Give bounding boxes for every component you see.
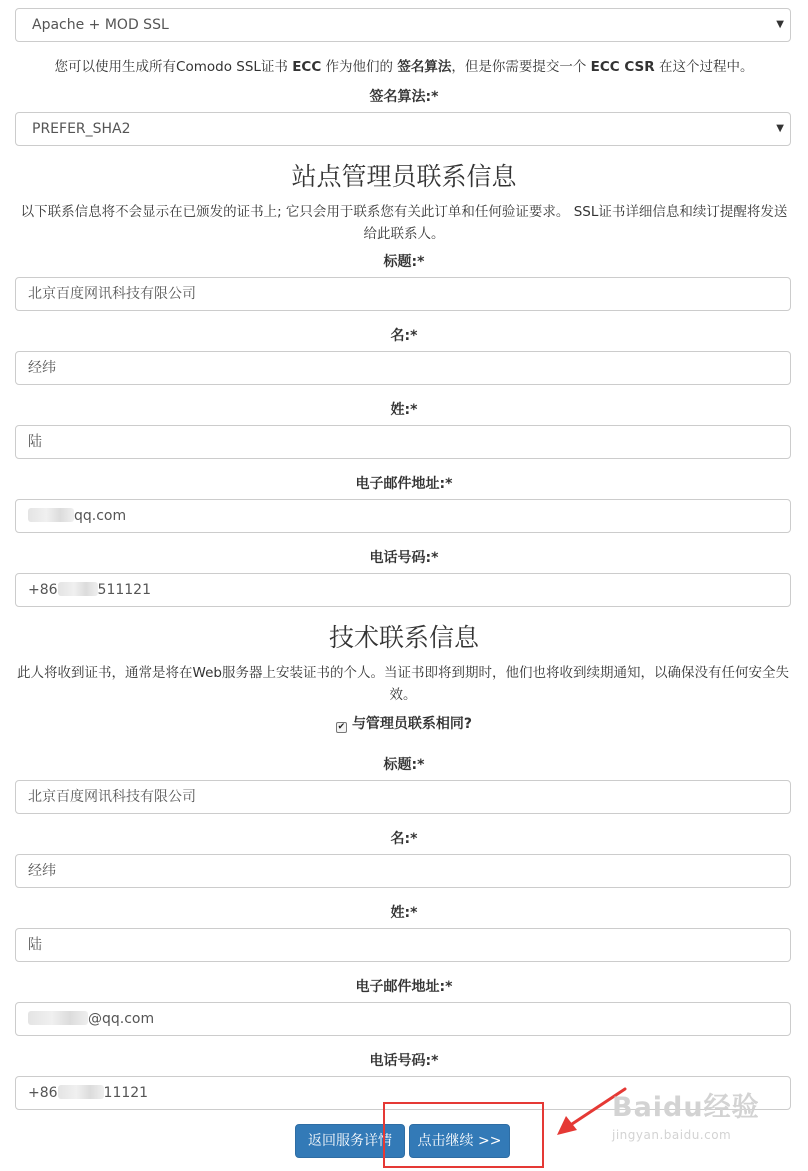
admin-email-label: 电子邮件地址:* [355,476,453,492]
continue-button[interactable]: 点击继续 >> [409,1124,510,1158]
chevron-down-icon: ▼ [776,123,784,134]
admin-last-name-label: 姓:* [390,402,418,418]
admin-title-label: 标题:* [383,254,425,270]
admin-title-field[interactable]: 北京百度网讯科技有限公司 [15,277,791,311]
highlight-box [383,1102,544,1168]
admin-contact-heading: 站点管理员联系信息 [291,162,517,191]
tech-title-field[interactable]: 北京百度网讯科技有限公司 [15,780,791,814]
watermark-url: jingyan.baidu.com [612,1128,732,1142]
admin-contact-description: 以下联系信息将不会显示在已颁发的证书上; 它只会用于联系您有关此订单和任何验证要求。 SSL证书详细信息和续订提醒将发送给此联系人。 [20,204,788,242]
tech-last-name-label: 姓:* [390,905,418,921]
tech-email-label: 电子邮件地址:* [355,979,453,995]
admin-email-field[interactable]: qq.com [15,499,791,533]
chevron-down-icon: ▼ [776,19,784,30]
tech-title-label: 标题:* [383,757,425,773]
redacted-text [58,582,98,596]
tech-email-field[interactable]: @qq.com [15,1002,791,1036]
admin-phone-field[interactable]: +86 511121 [15,573,791,607]
server-type-value: Apache + MOD SSL [32,17,169,33]
baidu-jingyan-watermark [612,1085,760,1142]
tech-phone-label: 电话号码:* [369,1053,439,1069]
tech-contact-heading: 技术联系信息 [328,623,479,652]
tech-last-name-field[interactable]: 陆 [15,928,791,962]
same-as-admin-checkbox[interactable]: ✔ [337,722,346,732]
same-as-admin-label: 与管理员联系相同? [351,716,473,732]
same-as-admin-row[interactable] [0,714,808,734]
redacted-text [28,508,74,522]
tech-phone-field[interactable]: +86 11121 [15,1076,791,1110]
admin-first-name-field[interactable]: 经纬 [15,351,791,385]
tech-contact-description: 此人将收到证书，通常是将在Web服务器上安装证书的个人。当证书即将到期时，他们也将收到续期通知，以确保没有任何安全失效。 [17,665,789,703]
admin-last-name-field[interactable]: 陆 [15,425,791,459]
redacted-text [28,1011,88,1025]
signature-label: 签名算法:* [369,89,439,105]
admin-phone-label: 电话号码:* [369,550,439,566]
ecc-note: 您可以使用生成所有Comodo SSL证书 ECC 作为他们的 签名算法，但是你需要提交一个 ECC CSR 在这个过程中。 [54,59,754,75]
watermark-brand: Baidu经验 [612,1092,760,1123]
tech-first-name-field[interactable]: 经纬 [15,854,791,888]
tech-first-name-label: 名:* [390,831,418,847]
signature-value: PREFER_SHA2 [32,121,131,137]
admin-first-name-label: 名:* [390,328,418,344]
back-to-service-details-button[interactable]: 返回服务详情 [295,1124,405,1158]
server-type-select[interactable] [15,8,791,42]
signature-select[interactable] [15,112,791,146]
redacted-text [58,1085,104,1099]
